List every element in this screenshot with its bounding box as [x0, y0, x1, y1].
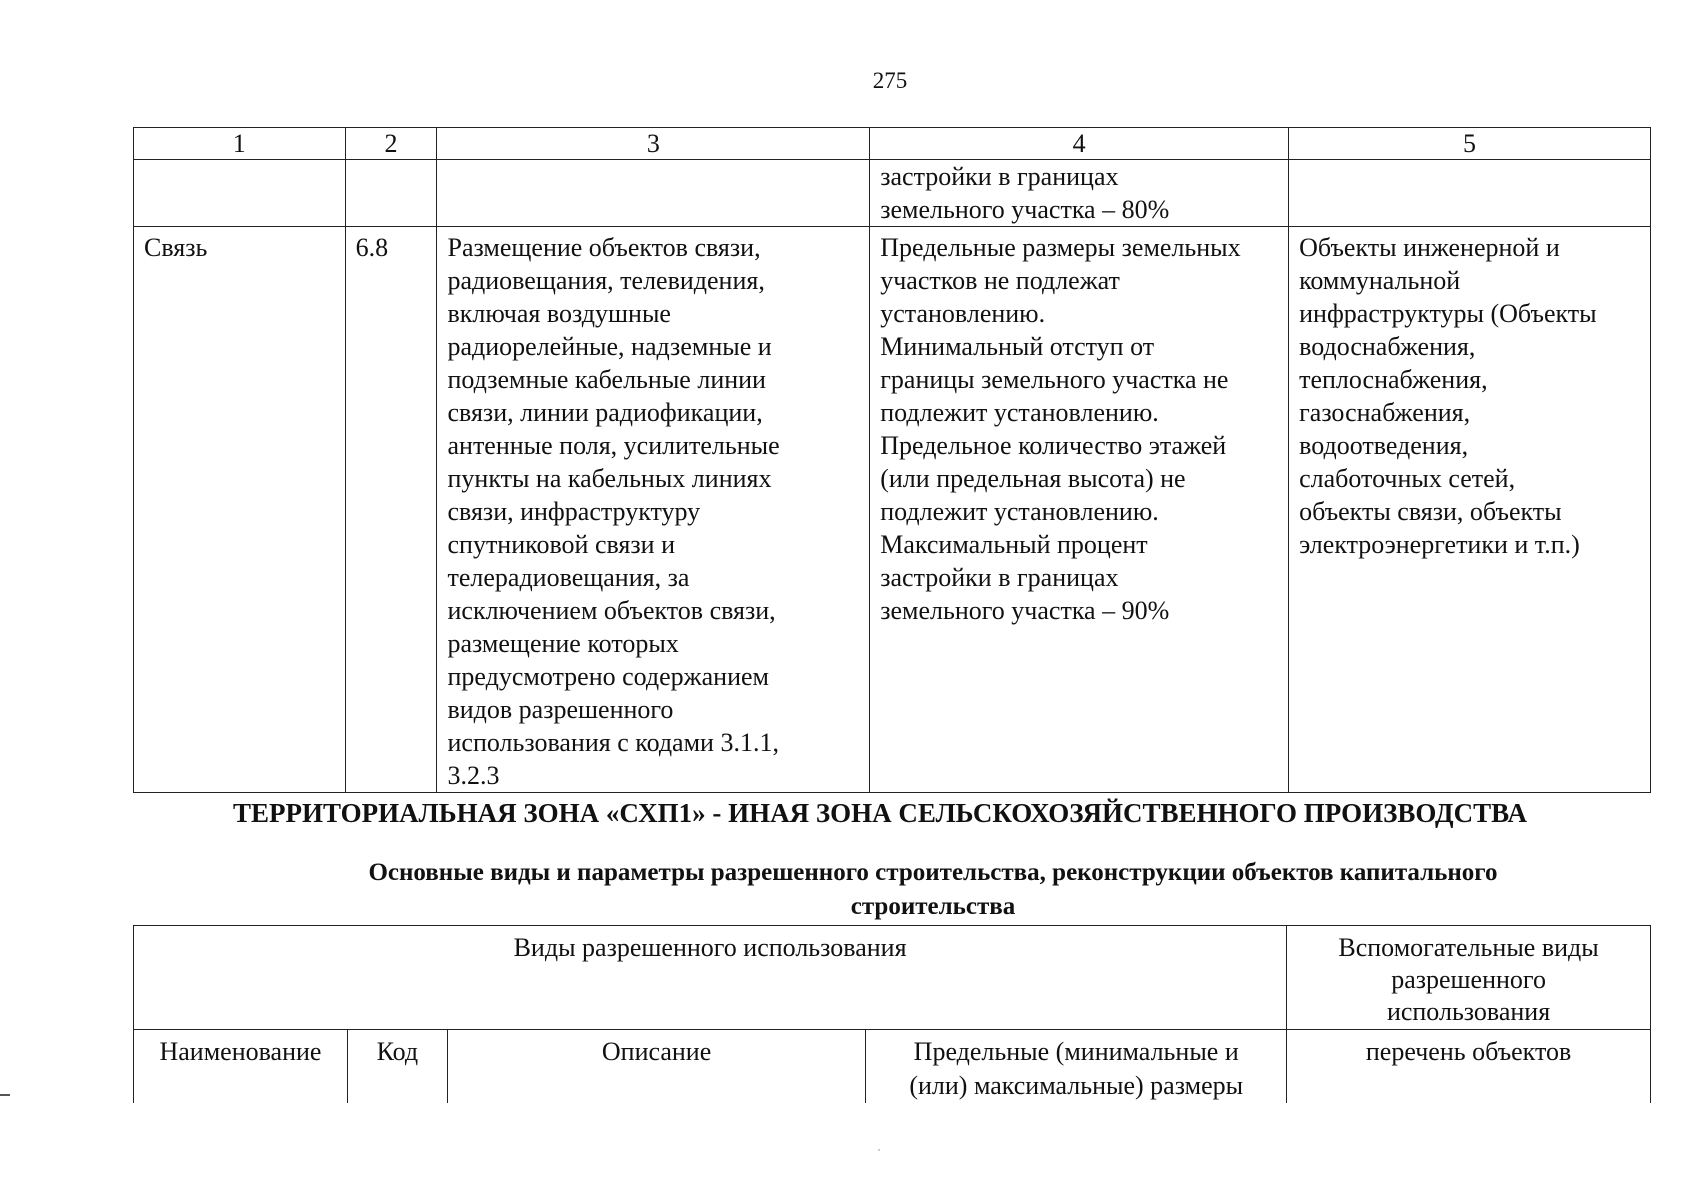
- text-line: размещение которых: [447, 629, 679, 658]
- cell-name: Связь: [134, 227, 346, 793]
- table-row-svyaz: [134, 227, 1651, 793]
- cell-params-continued: [870, 160, 1289, 227]
- text-line: границы земельного участка не: [880, 365, 1229, 394]
- text-line: связи, инфраструктуру: [447, 497, 701, 526]
- land-use-table-continued: [133, 127, 1651, 793]
- text-line: Предельное количество этажей: [880, 431, 1227, 460]
- code-column-header: Код: [347, 1030, 447, 1104]
- text-line: Объекты инженерной и: [1299, 233, 1560, 262]
- scan-edge-mark: [0, 1094, 10, 1096]
- text-line: инфраструктуры (Объекты: [1299, 299, 1597, 328]
- text-line: пункты на кабельных линиях: [447, 464, 772, 493]
- params-column-header: [866, 1030, 1287, 1104]
- section-title: [283, 856, 1583, 924]
- text-line: установлению.: [880, 299, 1046, 328]
- text-line: (или предельная высота) не: [880, 464, 1186, 493]
- cell-aux-objects: [1289, 227, 1651, 793]
- text-line: Предельные размеры земельных: [880, 233, 1241, 262]
- text-line: спутниковой связи и: [447, 530, 675, 559]
- name-column-header: Наименование: [134, 1030, 348, 1104]
- text-line: застройки в границах: [880, 563, 1119, 592]
- text-line: подземные кабельные линии: [447, 365, 766, 394]
- text-line: объекты связи, объекты: [1299, 497, 1562, 526]
- text-line: использования: [1386, 997, 1551, 1026]
- cell-empty: [437, 160, 870, 227]
- text-line: использования с кодами 3.1.1,: [447, 728, 779, 757]
- aux-uses-header: [1287, 926, 1651, 1030]
- column-number-1: 1: [134, 128, 346, 160]
- text-line: включая воздушные: [447, 299, 671, 328]
- text-line: земельного участка – 80%: [880, 195, 1170, 224]
- text-line: Минимальный отступ от: [880, 332, 1155, 361]
- text-line: 3.2.3: [447, 761, 500, 790]
- text-line: водоснабжения,: [1299, 332, 1476, 361]
- text-line: антенные поля, усилительные: [447, 431, 780, 460]
- text-line: видов разрешенного: [447, 695, 674, 724]
- page-number: 275: [872, 68, 908, 93]
- text-line: исключением объектов связи,: [447, 596, 776, 625]
- text-line: Размещение объектов связи,: [447, 233, 761, 262]
- text-line: Максимальный процент: [880, 530, 1148, 559]
- table-row-continuation: [134, 160, 1651, 227]
- text-line: Предельные (минимальные и: [913, 1037, 1239, 1066]
- column-number-2: 2: [345, 128, 437, 160]
- text-line: связи, линии радиофикации,: [447, 398, 763, 427]
- text-line: участков не подлежат: [880, 266, 1120, 295]
- section-title-line: Основные виды и параметры разрешенного строительства, реконструкции объектов капитального: [368, 859, 1498, 886]
- cell-empty: [1289, 160, 1651, 227]
- text-line: застройки в границах: [880, 162, 1119, 191]
- section-title-line: строительства: [850, 893, 1016, 920]
- cell-code: 6.8: [345, 227, 437, 793]
- cell-params: [870, 227, 1289, 793]
- zone-title: ТЕРРИТОРИАЛЬНАЯ ЗОНА «СХП1» - ИНАЯ ЗОНА СЕЛЬСКОХОЗЯЙСТВЕННОГО ПРОИЗВОДСТВА: [233, 798, 1527, 828]
- text-line: разрешенного: [1391, 965, 1546, 994]
- column-number-4: 4: [870, 128, 1289, 160]
- text-line: теплоснабжения,: [1299, 365, 1488, 394]
- text-line: земельного участка – 90%: [880, 596, 1170, 625]
- text-line: (или) максимальные) размеры: [909, 1071, 1244, 1100]
- column-number-5: 5: [1289, 128, 1651, 160]
- cell-empty: [134, 160, 346, 227]
- text-line: радиорелейные, надземные и: [447, 332, 772, 361]
- text-line: водоотведения,: [1299, 431, 1469, 460]
- text-line: подлежит установлению.: [880, 497, 1159, 526]
- cell-description: [437, 227, 870, 793]
- text-line: Вспомогательные виды: [1338, 933, 1599, 962]
- cell-empty: [345, 160, 437, 227]
- text-line: предусмотрено содержанием: [447, 662, 769, 691]
- description-column-header: Описание: [447, 1030, 865, 1104]
- text-line: электроэнергетики и т.п.): [1299, 530, 1580, 559]
- column-number-3: 3: [437, 128, 870, 160]
- permitted-uses-header: Виды разрешенного использования: [134, 926, 1287, 1030]
- text-line: телерадиовещания, за: [447, 563, 690, 592]
- aux-column-header: перечень объектов: [1287, 1030, 1651, 1104]
- text-line: коммунальной: [1299, 266, 1461, 295]
- group-header-row: [134, 926, 1651, 1030]
- text-line: слаботочных сетей,: [1299, 464, 1516, 493]
- text-line: подлежит установлению.: [880, 398, 1159, 427]
- main-uses-table: [133, 925, 1651, 1103]
- column-number-row: [134, 128, 1651, 160]
- scan-dot: [878, 1149, 880, 1151]
- column-header-row: [134, 1030, 1651, 1104]
- text-line: радиовещания, телевидения,: [447, 266, 765, 295]
- text-line: газоснабжения,: [1299, 398, 1471, 427]
